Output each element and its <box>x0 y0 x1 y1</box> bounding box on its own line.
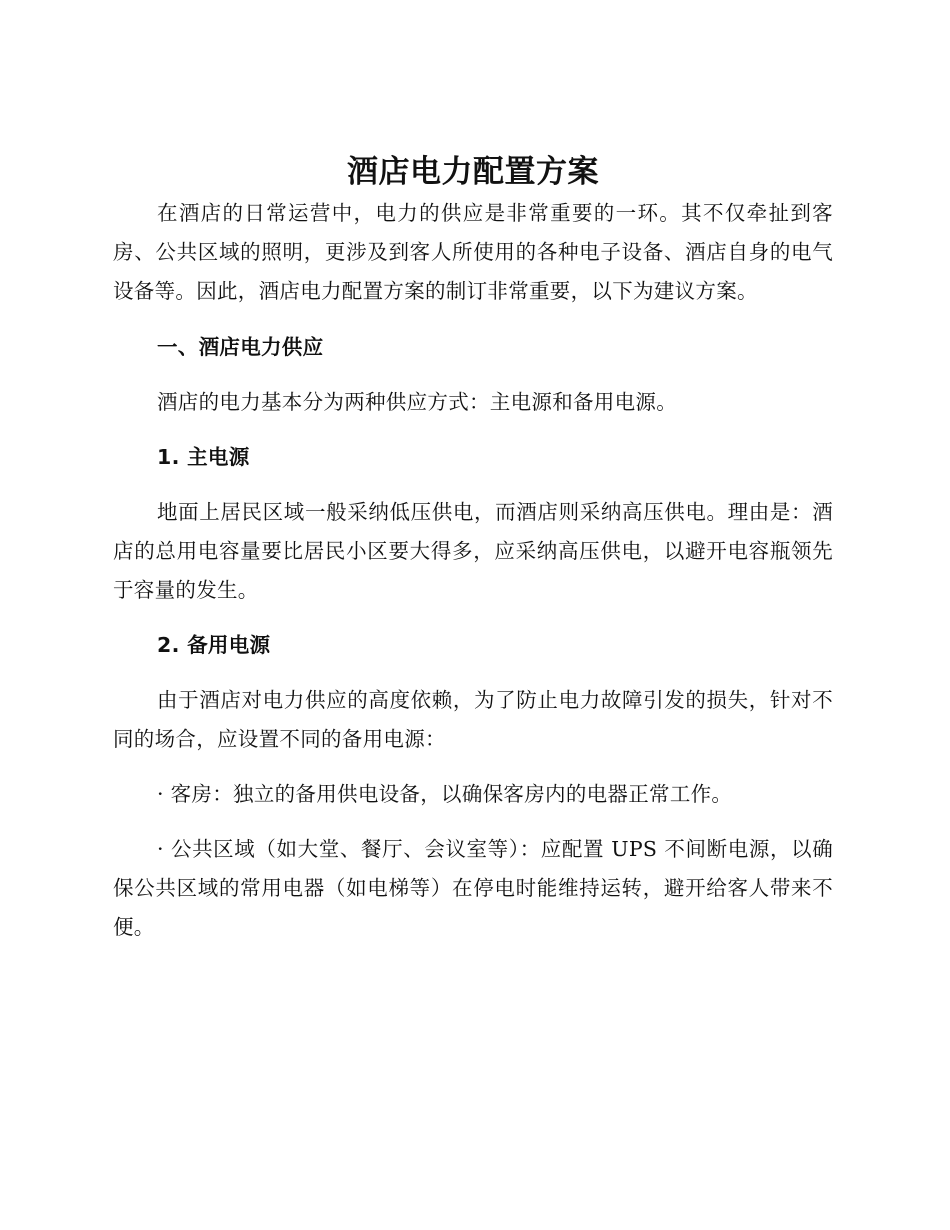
subheading-backup-power: 2. 备用电源 <box>157 633 271 657</box>
bullet-public-areas: · 公共区域（如大堂、餐厅、会议室等）：应配置 UPS 不间断电源，以确保公共区域的常用电器（如电梯等）在停电时能维持运转，避开给客人带来不便。 <box>113 837 833 939</box>
document-title: 酒店电力配置方案 <box>347 154 599 190</box>
subheading-main-power: 1. 主电源 <box>157 445 250 469</box>
section-heading-power-supply: 一、酒店电力供应 <box>157 335 324 359</box>
paragraph-main-power: 地面上居民区域一般采纳低压供电，而酒店则采纳高压供电。理由是：酒店的总用电容量要比居民小区要大得多，应采纳高压供电，以避开电容瓶领先于容量的发生。 <box>113 500 833 602</box>
intro-paragraph: 在酒店的日常运营中，电力的供应是非常重要的一环。其不仅牵扯到客房、公共区域的照明，更涉及到客人所使用的各种电子设备、酒店自身的电气设备等。因此，酒店电力配置方案的制订非常重要，以下为建议方案。 <box>113 201 833 303</box>
paragraph-backup-power: 由于酒店对电力供应的高度依赖，为了防止电力故障引发的损失，针对不同的场合，应设置不同的备用电源： <box>113 688 833 751</box>
section-paragraph-power-supply: 酒店的电力基本分为两种供应方式：主电源和备用电源。 <box>157 390 677 414</box>
document-body <box>113 150 833 947</box>
bullet-guest-rooms: · 客房：独立的备用供电设备，以确保客房内的电器正常工作。 <box>157 782 733 806</box>
